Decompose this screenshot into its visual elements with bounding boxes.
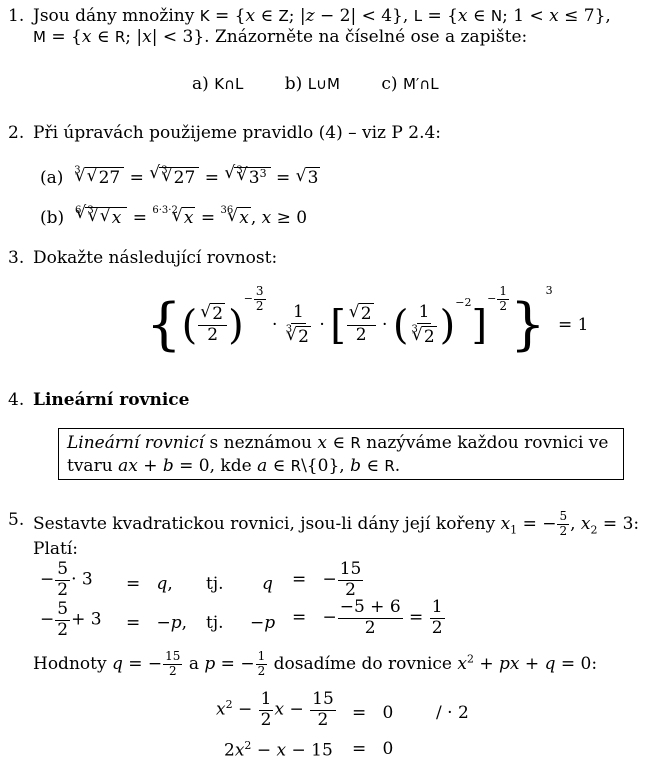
problem-text: Sestavte kvadratickou rovnici, jsou-li dány její kořeny <box>33 513 496 534</box>
math-expr: q = − $\frac{15}{2}$ <box>111 649 181 678</box>
equation-row: − $\frac{5}{2}$ + 3 <box>40 599 102 640</box>
equation-row: $2x^2 - x - 15$ <box>224 739 333 761</box>
math-set-L: L = {x ∈ N; 1 < x ≤ 7}, <box>413 6 611 26</box>
math-expr: $x^2$ + px + q = 0: <box>457 652 598 674</box>
problem-number: 5. <box>8 510 25 530</box>
math-expr: L∪M <box>307 75 340 93</box>
math-expr: ax + b = 0 <box>118 455 210 476</box>
problem-number: 3. <box>8 248 25 268</box>
word-tj: tj. <box>206 574 224 594</box>
problem-number: 1. <box>8 6 25 26</box>
equation-b: (b) $^6$√ $^3$√ √ x = $^{6\cdot 3\cdot 2}$√ x = $^{36}$√ x , x ≥ 0 <box>40 205 307 229</box>
definition-term: Lineární rovnicí <box>67 433 205 453</box>
math-expr: $x_1$ = − $\frac{5}{2}$ , $x_2 = 3$: <box>500 509 640 538</box>
equation-row: $x^2$ − $\frac{1}{2}$ x − $\frac{15}{2}$ <box>216 689 334 730</box>
math-set-K: K = {x ∈ Z; |z − 2| < 4}, <box>199 6 409 26</box>
math-set-M: M = {x ∈ R; |x| < 3} <box>33 27 205 48</box>
word-tj: tj. <box>206 613 224 633</box>
problem-text: Dokažte následující rovnost: <box>33 248 278 268</box>
parts-row: a) K∩L b) L∪M c) M′∩L <box>192 74 439 94</box>
math-expr: x ∈ R <box>317 433 361 453</box>
problem-text: Jsou dány množiny <box>33 6 195 26</box>
math-expr: a ∈ R\{0}, b ∈ R. <box>257 455 401 476</box>
equation-a: (a) $^3$√ √ 27 = √ $^3$√ 27 = √ $^3$√ $3^3$ = √ 3 <box>40 165 320 189</box>
problem-number: 4. <box>8 390 25 410</box>
problem-text: Při úpravách použijeme pravidlo (4) – viz P 2.4: <box>33 123 442 143</box>
problem-text: Platí: <box>33 538 79 559</box>
math-expr: p = − $\frac{1}{2}$ <box>204 649 266 678</box>
math-expr: M′∩L <box>402 75 439 93</box>
equation-row: − $\frac{5}{2}$ · 3 <box>40 559 93 600</box>
equation-proof: {( √ $\frac{2}{2}$ )$^{- \frac{3}{2}}$ · $\frac{1}{^3√ 2}$ · [ √ $\frac{2}{2}$ · ( $\frac{1}{^3√ 2}$ )$^{-2}$]$^{- \frac{1}{2}}$ }$^3$ = 1 <box>146 284 588 354</box>
definition-box: Lineární rovnicí s neznámou x ∈ R nazýváme každou rovnici ve tvaru ax + b = 0, kde a ∈ R\{0}, b ∈ R. <box>58 428 624 480</box>
problem-text: . Znázorněte na číselné ose a zapište: <box>204 27 528 48</box>
problem-number: 2. <box>8 123 25 143</box>
section-title: Lineární rovnice <box>33 390 190 410</box>
math-expr: K∩L <box>214 75 244 93</box>
